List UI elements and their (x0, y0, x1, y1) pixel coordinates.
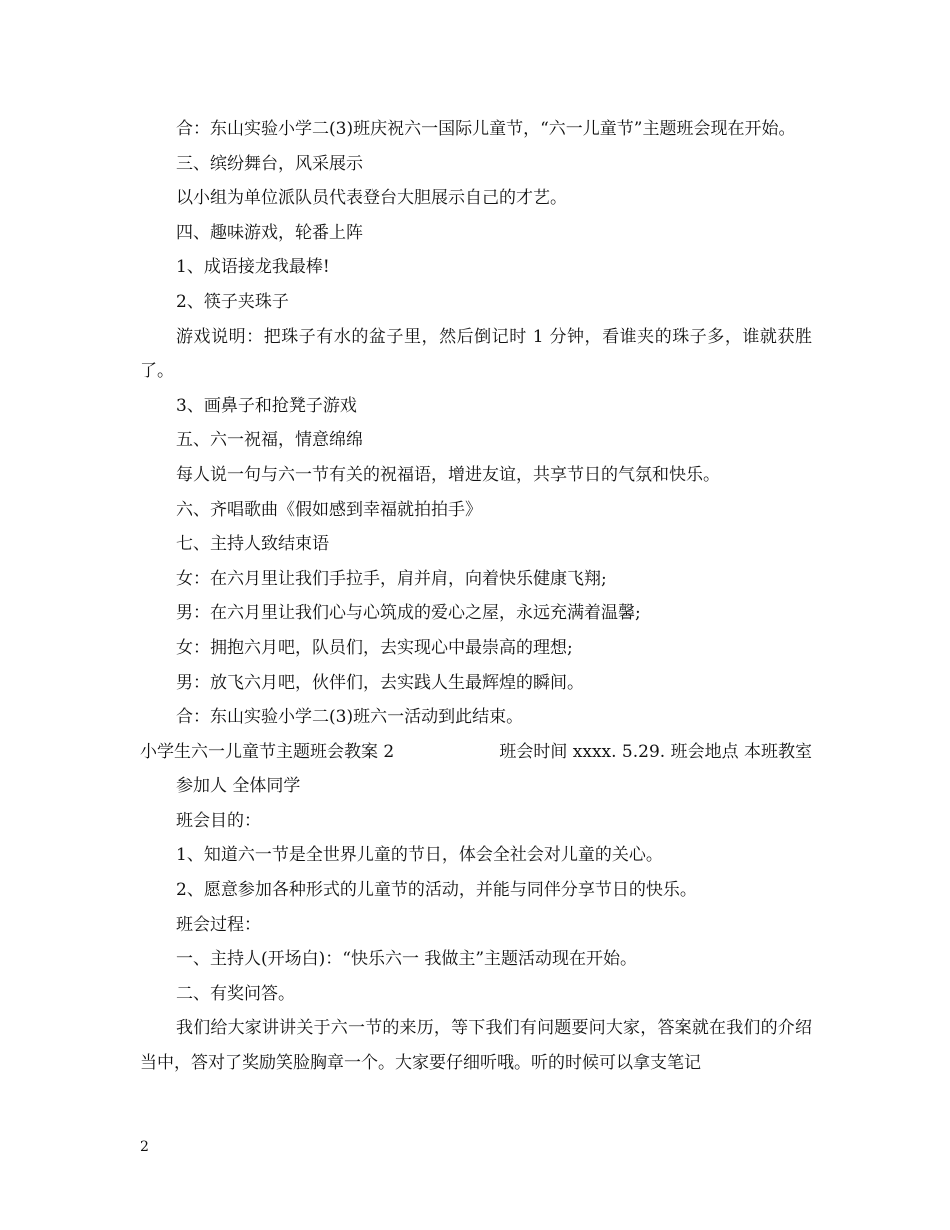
list-item: 3、画鼻子和抢凳子游戏 (176, 395, 357, 416)
section-heading: 班会目的： (176, 810, 261, 831)
section-heading: 班会过程： (176, 914, 261, 935)
meeting-info: 班会时间 xxxx. 5.29. 班会地点 本班教室 (499, 741, 812, 762)
section-heading: 六、齐唱歌曲《假如感到幸福就拍拍手》 (176, 499, 482, 520)
paragraph: 每人说一句与六一节有关的祝福语，增进友谊，共享节日的气氛和快乐。 (176, 464, 720, 485)
dialogue-line: 合：东山实验小学二(3)班六一活动到此结束。 (176, 707, 524, 728)
section-heading: 五、六一祝福，情意绵绵 (176, 430, 363, 451)
document-heading-line (140, 735, 812, 770)
document-body (140, 112, 812, 1081)
section-heading: 七、主持人致结束语 (176, 534, 329, 555)
section-heading: 一、主持人(开场白)：“快乐六一 我做主”主题活动现在开始。 (176, 949, 638, 970)
paragraph: 游戏说明：把珠子有水的盆子里，然后倒记时 1 分钟，看谁夹的珠子多，谁就获胜了。 (140, 326, 812, 382)
list-item: 1、成语接龙我最棒! (176, 257, 330, 278)
section-heading: 四、趣味游戏，轮番上阵 (176, 222, 363, 243)
dialogue-line: 女：在六月里让我们手拉手，肩并肩，向着快乐健康飞翔; (176, 568, 607, 589)
paragraph: 合：东山实验小学二(3)班庆祝六一国际儿童节，“六一儿童节”主题班会现在开始。 (176, 119, 796, 139)
paragraph: 以小组为单位派队员代表登台大胆展示自己的才艺。 (176, 188, 567, 209)
list-item: 2、愿意参加各种形式的儿童节的活动，并能与同伴分享节日的快乐。 (176, 880, 697, 901)
section-heading: 三、缤纷舞台，风采展示 (176, 153, 363, 174)
page-number: 2 (140, 1139, 149, 1155)
dialogue-line: 男：放飞六月吧，伙伴们，去实践人生最辉煌的瞬间。 (176, 672, 584, 693)
dialogue-line: 女：拥抱六月吧，队员们，去实现心中最崇高的理想; (176, 637, 573, 658)
section-heading: 二、有奖问答。 (176, 983, 295, 1004)
list-item: 1、知道六一节是全世界儿童的节日，体会全社会对儿童的关心。 (176, 845, 663, 866)
paragraph: 参加人 全体同学 (176, 776, 301, 797)
list-item: 2、筷子夹珠子 (176, 291, 289, 312)
document-title: 小学生六一儿童节主题班会教案 2 (140, 741, 395, 762)
dialogue-line: 男：在六月里让我们心与心筑成的爱心之屋，永远充满着温馨; (176, 603, 641, 624)
paragraph: 我们给大家讲讲关于六一节的来历，等下我们有问题要问大家，答案就在我们的介绍当中，答对了奖励笑脸胸章一个。大家要仔细听哦。听的时候可以拿支笔记 (140, 1018, 812, 1074)
